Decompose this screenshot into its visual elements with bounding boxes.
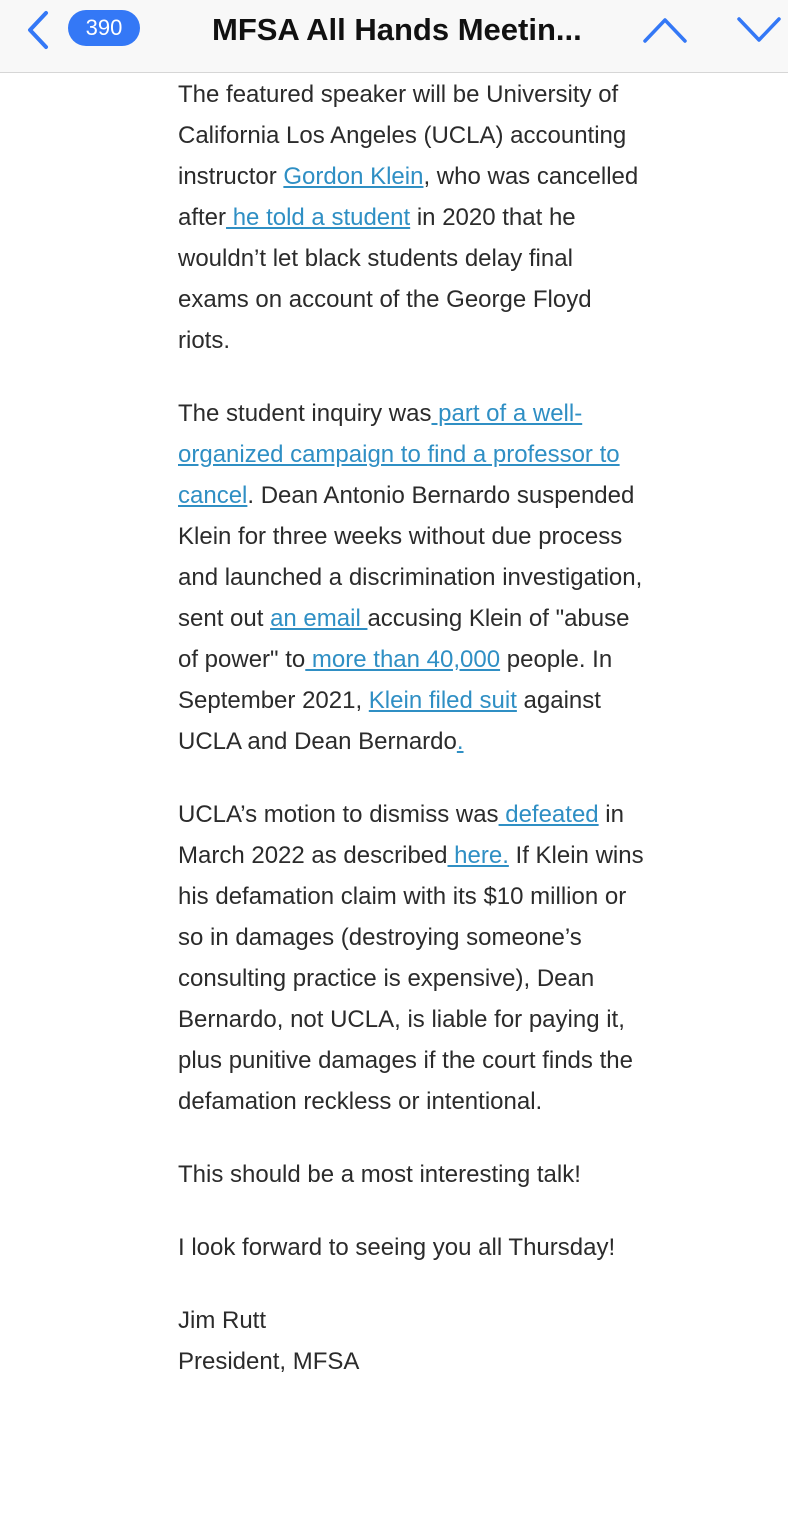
next-message-button[interactable]	[736, 14, 782, 46]
email-body	[178, 74, 648, 1382]
email-subject-title: MFSA All Hands Meetin...	[212, 12, 582, 47]
chevron-up-icon	[642, 14, 688, 46]
link-defeated[interactable]: defeated	[498, 801, 599, 828]
paragraph-inquiry	[178, 393, 648, 762]
text: If Klein wins his defamation claim with its $10 million or so in damages (destroying someone’s consulting practice is expensive), Dean Bernardo, not UCLA, is liable for paying it, plus punitive damages if the court finds the defamation reckless or intentional.	[178, 842, 644, 1115]
chevron-down-icon	[736, 14, 782, 46]
text: UCLA’s motion to dismiss was	[178, 801, 499, 828]
navigation-bar	[0, 0, 788, 73]
text: . Dean Antonio Bernardo suspended Klein for three weeks without due process and launched a discrimination investigation, sent out	[178, 482, 643, 632]
text: against UCLA and Dean Bernardo	[178, 687, 601, 755]
link-gordon-klein[interactable]: Gordon Klein	[283, 163, 424, 190]
paragraph-look-forward: I look forward to seeing you all Thursday!	[178, 1234, 616, 1261]
link-campaign[interactable]: part of a well-organized campaign to find a professor to cancel	[178, 400, 620, 509]
signature-name: Jim Rutt	[178, 1307, 267, 1334]
link-klein-filed-suit[interactable]: Klein filed suit	[368, 687, 517, 714]
link-he-told-a-student[interactable]: he told a student	[226, 204, 411, 231]
chevron-left-icon	[22, 10, 54, 50]
paragraph-interesting-talk: This should be a most interesting talk!	[178, 1161, 581, 1188]
signature-title: President, MFSA	[178, 1348, 360, 1375]
back-button[interactable]	[22, 10, 54, 50]
link-period[interactable]: .	[456, 728, 464, 755]
text: people. In September 2021,	[178, 646, 613, 714]
text: accusing Klein of "abuse of power" to	[178, 605, 630, 673]
paragraph-speaker	[178, 74, 648, 361]
text: in 2020 that he wouldn’t let black students delay final exams on account of the George Floyd riots.	[178, 204, 592, 354]
paragraph-motion	[178, 794, 648, 1122]
text: The student inquiry was	[178, 400, 432, 427]
text: The featured speaker will be University of California Los Angeles (UCLA) accounting instructor	[178, 81, 627, 190]
link-here[interactable]: here.	[447, 842, 509, 869]
unread-count-badge[interactable]: 390	[68, 10, 140, 46]
text: , who was cancelled after	[178, 163, 639, 231]
link-an-email[interactable]: an email	[270, 605, 368, 632]
link-more-than-40000[interactable]: more than 40,000	[305, 646, 501, 673]
text: in March 2022 as described	[178, 801, 624, 869]
previous-message-button[interactable]	[642, 14, 688, 46]
signature	[178, 1300, 648, 1382]
